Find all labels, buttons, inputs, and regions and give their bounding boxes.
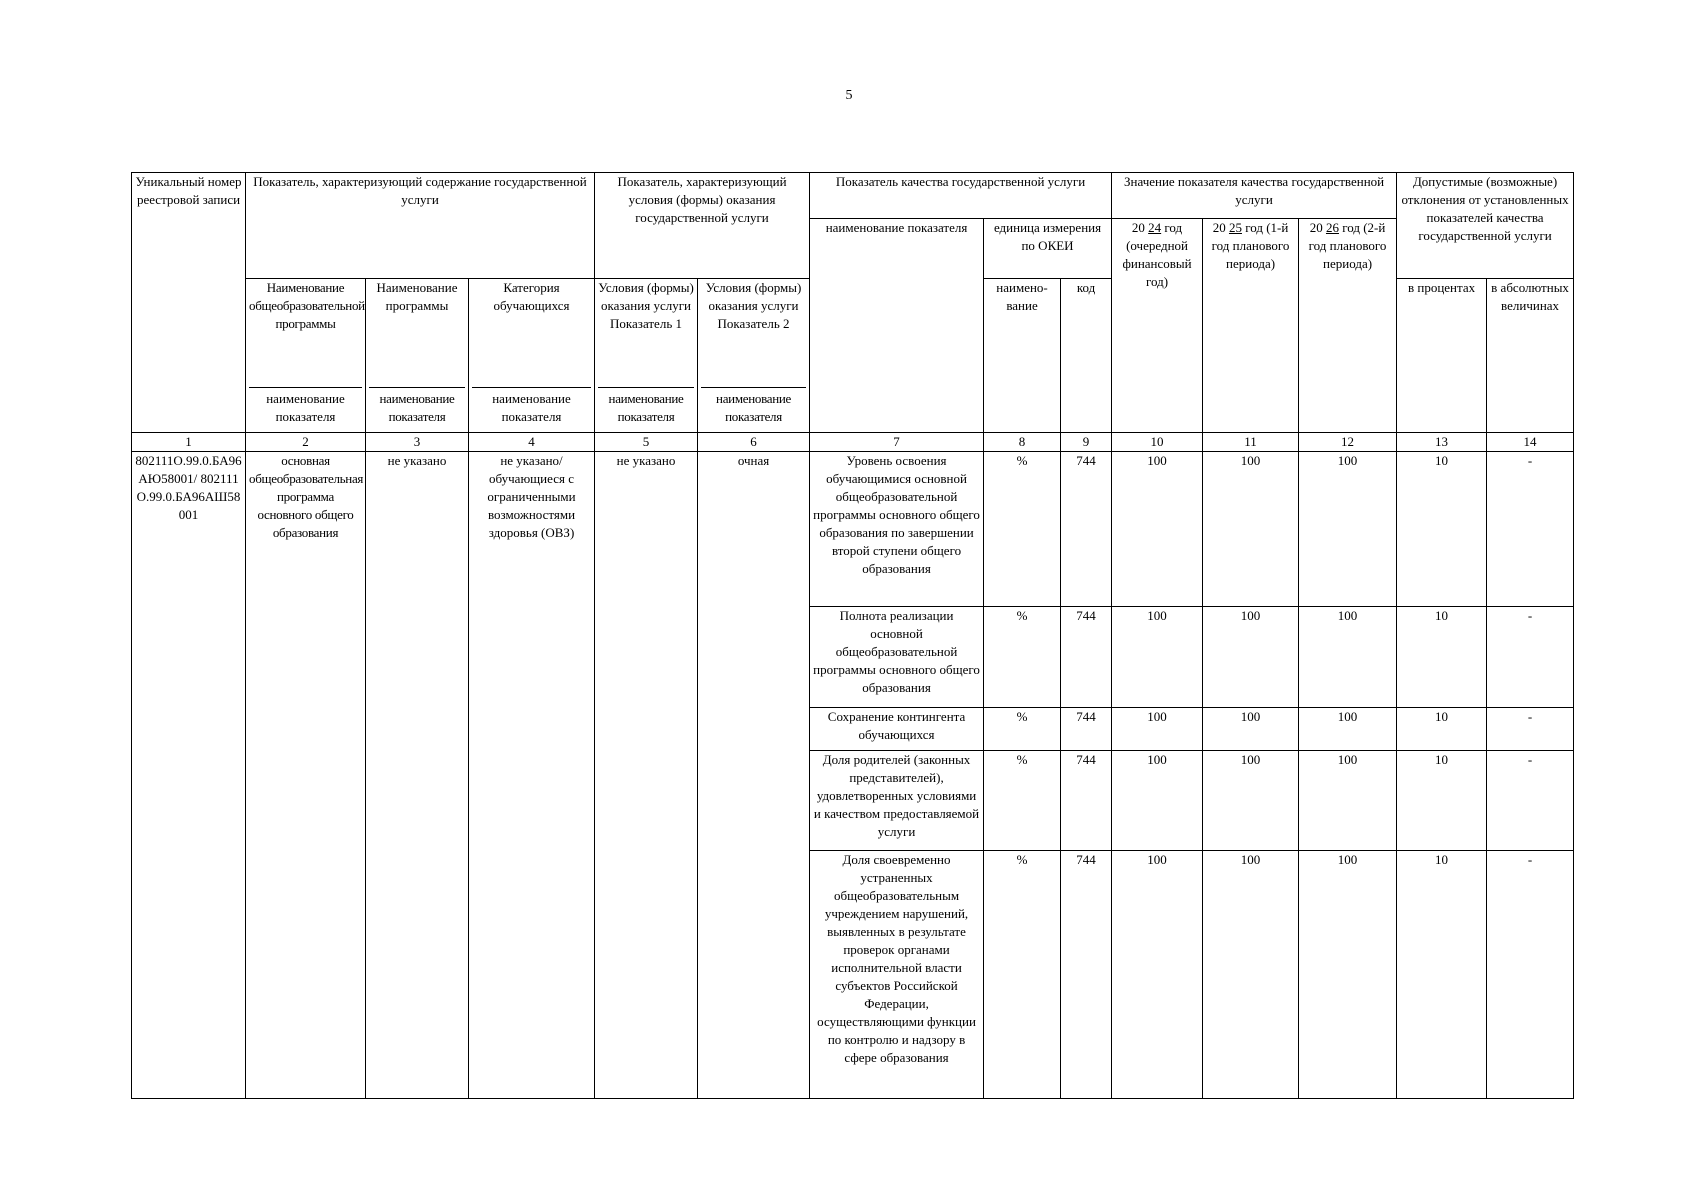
absolute-cell: - bbox=[1487, 851, 1574, 1099]
year-2-value: 25 bbox=[1228, 220, 1242, 235]
indicator-name-cell: Сохранение контингента обучающихся bbox=[810, 708, 984, 751]
absolute-cell: - bbox=[1487, 708, 1574, 751]
column-number: 13 bbox=[1397, 433, 1487, 452]
header-unit-code: код bbox=[1061, 279, 1112, 433]
header-year-1: 20 24 год (очередной финансовый год) bbox=[1112, 219, 1203, 433]
column-number: 2 bbox=[246, 433, 366, 452]
column-number: 12 bbox=[1299, 433, 1397, 452]
header-year-2: 20 25 год (1-й год планового периода) bbox=[1203, 219, 1299, 433]
percent-cell: 10 bbox=[1397, 851, 1487, 1099]
header-quality-value: Значение показателя качества государственной услуги bbox=[1112, 173, 1397, 219]
column-number: 1 bbox=[132, 433, 246, 452]
absolute-cell: - bbox=[1487, 751, 1574, 851]
year-1-value: 24 bbox=[1148, 220, 1162, 235]
unit-cell: % bbox=[984, 851, 1061, 1099]
year-1-cell: 100 bbox=[1112, 751, 1203, 851]
column-number: 11 bbox=[1203, 433, 1299, 452]
header-registry-number: Уникальный номер реестровой записи bbox=[132, 173, 246, 433]
code-cell: 744 bbox=[1061, 607, 1112, 708]
header-in-percent: в процентах bbox=[1397, 279, 1487, 433]
program-name-cell: не указано bbox=[366, 452, 469, 1099]
unit-cell: % bbox=[984, 708, 1061, 751]
header-unit-okei: единица измерения по ОКЕИ bbox=[984, 219, 1112, 279]
unit-cell: % bbox=[984, 452, 1061, 607]
code-cell: 744 bbox=[1061, 851, 1112, 1099]
program-cell: основная общеобразовательная программа основного общего образования bbox=[246, 452, 366, 1099]
header-col-program-name: Наименование программы наименование показателя bbox=[366, 279, 469, 433]
year-3-cell: 100 bbox=[1299, 708, 1397, 751]
year-1-cell: 100 bbox=[1112, 452, 1203, 607]
absolute-cell: - bbox=[1487, 452, 1574, 607]
condition-2-cell: очная bbox=[698, 452, 810, 1099]
column-numbers-row bbox=[132, 433, 1574, 452]
year-2-cell: 100 bbox=[1203, 751, 1299, 851]
year-3-cell: 100 bbox=[1299, 452, 1397, 607]
year-2-cell: 100 bbox=[1203, 452, 1299, 607]
code-cell: 744 bbox=[1061, 452, 1112, 607]
column-number: 10 bbox=[1112, 433, 1203, 452]
indicator-name-cell: Уровень освоения обучающимися основной общеобразовательной программы основного общего образования по завершении второй ступени общего образования bbox=[810, 452, 984, 607]
header-quality-indicator: Показатель качества государственной услуги bbox=[810, 173, 1112, 219]
column-number: 3 bbox=[366, 433, 469, 452]
percent-cell: 10 bbox=[1397, 452, 1487, 607]
year-1-cell: 100 bbox=[1112, 607, 1203, 708]
table-row bbox=[132, 452, 1574, 607]
year-2-cell: 100 bbox=[1203, 708, 1299, 751]
indicator-name-cell: Доля родителей (законных представителей), удовлетворенных условиями и качеством предоставляемой услуги bbox=[810, 751, 984, 851]
code-cell: 744 bbox=[1061, 751, 1112, 851]
column-number: 7 bbox=[810, 433, 984, 452]
header-deviations: Допустимые (возможные) отклонения от установленных показателей качества государственной услуги bbox=[1397, 173, 1574, 279]
year-3-cell: 100 bbox=[1299, 851, 1397, 1099]
header-year-3: 20 26 год (2-й год планового периода) bbox=[1299, 219, 1397, 433]
column-number: 4 bbox=[469, 433, 595, 452]
category-cell: не указано/ обучающиеся с ограниченными возможностями здоровья (ОВЗ) bbox=[469, 452, 595, 1099]
indicator-name-cell: Доля своевременно устраненных общеобразовательным учреждением нарушений, выявленных в результате проверок органами исполнительной власти субъектов Российской Федерации, осуществляющими функции по контролю и надзору в сфере образования bbox=[810, 851, 984, 1099]
header-col-category: Категория обучающихся наименование показателя bbox=[469, 279, 595, 433]
year-3-cell: 100 bbox=[1299, 751, 1397, 851]
header-in-absolute: в абсолютных величинах bbox=[1487, 279, 1574, 433]
header-indicator-name: наименование показателя bbox=[810, 219, 984, 433]
code-cell: 744 bbox=[1061, 708, 1112, 751]
percent-cell: 10 bbox=[1397, 708, 1487, 751]
header-conditions-indicator: Показатель, характеризующий условия (формы) оказания государственной услуги bbox=[595, 173, 810, 279]
column-number: 8 bbox=[984, 433, 1061, 452]
header-unit-name: наимено-вание bbox=[984, 279, 1061, 433]
year-2-cell: 100 bbox=[1203, 851, 1299, 1099]
year-3-cell: 100 bbox=[1299, 607, 1397, 708]
percent-cell: 10 bbox=[1397, 607, 1487, 708]
column-number: 14 bbox=[1487, 433, 1574, 452]
page-number: 5 bbox=[845, 88, 853, 103]
absolute-cell: - bbox=[1487, 607, 1574, 708]
year-1-cell: 100 bbox=[1112, 851, 1203, 1099]
percent-cell: 10 bbox=[1397, 751, 1487, 851]
year-3-value: 26 bbox=[1325, 220, 1339, 235]
condition-1-cell: не указано bbox=[595, 452, 698, 1099]
column-number: 5 bbox=[595, 433, 698, 452]
unit-cell: % bbox=[984, 607, 1061, 708]
indicator-name-cell: Полнота реализации основной общеобразовательной программы основного общего образования bbox=[810, 607, 984, 708]
year-1-cell: 100 bbox=[1112, 708, 1203, 751]
unit-cell: % bbox=[984, 751, 1061, 851]
registry-number-cell: 802111О.99.0.БА96АЮ58001/ 802111О.99.0.БА96АШ58001 bbox=[132, 452, 246, 1099]
header-col-condition-1: Условия (формы) оказания услуги Показатель 1 наименование показателя bbox=[595, 279, 698, 433]
column-number: 9 bbox=[1061, 433, 1112, 452]
header-col-program: Наименование общеобразовательной программы наименование показателя bbox=[246, 279, 366, 433]
header-col-condition-2: Условия (формы) оказания услуги Показатель 2 наименование показателя bbox=[698, 279, 810, 433]
year-2-cell: 100 bbox=[1203, 607, 1299, 708]
header-content-indicator: Показатель, характеризующий содержание государственной услуги bbox=[246, 173, 595, 279]
quality-indicators-table bbox=[131, 172, 1574, 1099]
column-number: 6 bbox=[698, 433, 810, 452]
